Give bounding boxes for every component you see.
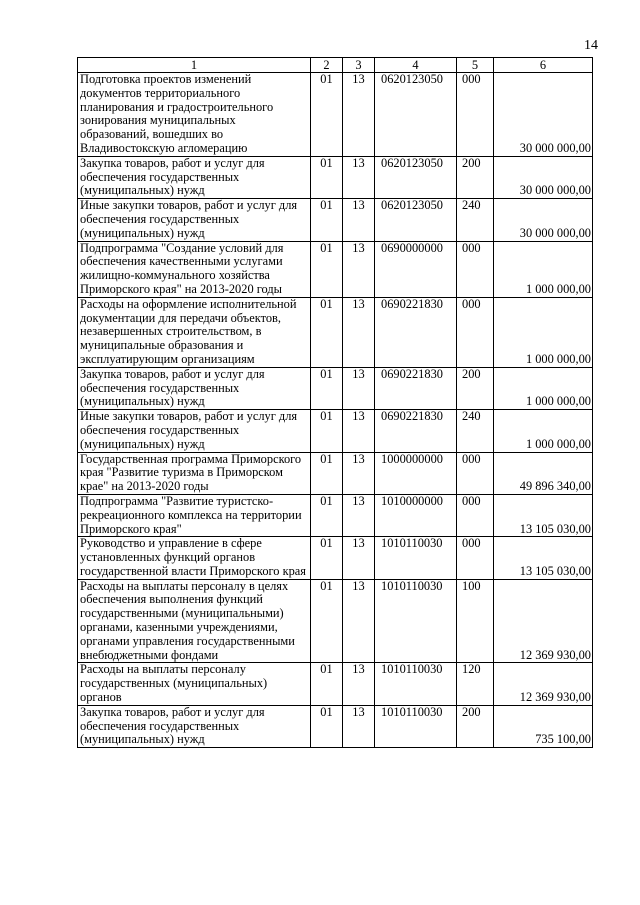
subsection-code: 13	[343, 663, 375, 705]
target-article-code: 0690221830	[375, 410, 457, 452]
subsection-code: 13	[343, 199, 375, 241]
subsection-code: 13	[343, 705, 375, 747]
section-code: 01	[311, 579, 343, 663]
section-code: 01	[311, 494, 343, 536]
table-row	[78, 241, 593, 297]
target-article-code: 1010110030	[375, 663, 457, 705]
column-header: 5	[457, 58, 494, 73]
amount: 1 000 000,00	[494, 410, 593, 452]
expense-type-code: 000	[457, 73, 494, 157]
amount: 1 000 000,00	[494, 241, 593, 297]
amount: 735 100,00	[494, 705, 593, 747]
row-description: Расходы на выплаты персоналу в целях обеспечения выполнения функций государственными (муниципальными) органами, казенными учреждениями, органами управления государственными внебюджетными фондами	[78, 579, 311, 663]
subsection-code: 13	[343, 73, 375, 157]
row-description: Закупка товаров, работ и услуг для обеспечения государственных (муниципальных) нужд	[78, 705, 311, 747]
target-article-code: 1000000000	[375, 452, 457, 494]
target-article-code: 1010110030	[375, 705, 457, 747]
subsection-code: 13	[343, 297, 375, 367]
expense-type-code: 100	[457, 579, 494, 663]
expense-type-code: 200	[457, 156, 494, 198]
target-article-code: 0690221830	[375, 367, 457, 409]
section-code: 01	[311, 410, 343, 452]
target-article-code: 1010110030	[375, 537, 457, 579]
row-description: Подпрограмма "Создание условий для обеспечения качественными услугами жилищно-коммунального хозяйства Приморского края" на 2013-2020 годы	[78, 241, 311, 297]
row-description: Расходы на оформление исполнительной документации для передачи объектов, незавершенных строительством, в муниципальные образования и эксплуатирующим организациям	[78, 297, 311, 367]
amount: 1 000 000,00	[494, 367, 593, 409]
section-code: 01	[311, 156, 343, 198]
section-code: 01	[311, 663, 343, 705]
subsection-code: 13	[343, 537, 375, 579]
target-article-code: 1010000000	[375, 494, 457, 536]
table-header-row	[78, 58, 593, 73]
table-row	[78, 156, 593, 198]
section-code: 01	[311, 297, 343, 367]
amount: 30 000 000,00	[494, 156, 593, 198]
column-header: 3	[343, 58, 375, 73]
row-description: Закупка товаров, работ и услуг для обеспечения государственных (муниципальных) нужд	[78, 367, 311, 409]
expense-type-code: 000	[457, 241, 494, 297]
row-description: Расходы на выплаты персоналу государственных (муниципальных) органов	[78, 663, 311, 705]
target-article-code: 1010110030	[375, 579, 457, 663]
amount: 30 000 000,00	[494, 73, 593, 157]
section-code: 01	[311, 241, 343, 297]
amount: 13 105 030,00	[494, 537, 593, 579]
expense-type-code: 000	[457, 452, 494, 494]
column-header: 4	[375, 58, 457, 73]
section-code: 01	[311, 705, 343, 747]
table-row	[78, 579, 593, 663]
expense-type-code: 000	[457, 494, 494, 536]
expense-type-code: 000	[457, 537, 494, 579]
amount: 30 000 000,00	[494, 199, 593, 241]
subsection-code: 13	[343, 494, 375, 536]
table-row	[78, 410, 593, 452]
target-article-code: 0620123050	[375, 73, 457, 157]
amount: 12 369 930,00	[494, 579, 593, 663]
amount: 12 369 930,00	[494, 663, 593, 705]
subsection-code: 13	[343, 367, 375, 409]
column-header: 2	[311, 58, 343, 73]
column-header: 1	[78, 58, 311, 73]
table-row	[78, 663, 593, 705]
section-code: 01	[311, 537, 343, 579]
page-number: 14	[584, 38, 598, 53]
row-description: Подпрограмма "Развитие туристско-рекреационного комплекса на территории Приморского края"	[78, 494, 311, 536]
row-description: Закупка товаров, работ и услуг для обеспечения государственных (муниципальных) нужд	[78, 156, 311, 198]
table-row	[78, 367, 593, 409]
expense-type-code: 240	[457, 410, 494, 452]
subsection-code: 13	[343, 156, 375, 198]
table-row	[78, 297, 593, 367]
table-row	[78, 537, 593, 579]
section-code: 01	[311, 199, 343, 241]
row-description: Руководство и управление в сфере установленных функций органов государственной власти Приморского края	[78, 537, 311, 579]
table-row	[78, 705, 593, 747]
target-article-code: 0620123050	[375, 199, 457, 241]
table-row	[78, 73, 593, 157]
table-row	[78, 199, 593, 241]
amount: 13 105 030,00	[494, 494, 593, 536]
section-code: 01	[311, 73, 343, 157]
subsection-code: 13	[343, 241, 375, 297]
target-article-code: 0690221830	[375, 297, 457, 367]
table-row	[78, 494, 593, 536]
section-code: 01	[311, 367, 343, 409]
expense-type-code: 200	[457, 367, 494, 409]
expense-type-code: 200	[457, 705, 494, 747]
target-article-code: 0690000000	[375, 241, 457, 297]
subsection-code: 13	[343, 452, 375, 494]
amount: 49 896 340,00	[494, 452, 593, 494]
row-description: Иные закупки товаров, работ и услуг для обеспечения государственных (муниципальных) нужд	[78, 199, 311, 241]
expense-type-code: 120	[457, 663, 494, 705]
subsection-code: 13	[343, 410, 375, 452]
row-description: Подготовка проектов изменений документов территориального планирования и градостроительного зонирования муниципальных образований, вошедших во Владивостокскую агломерацию	[78, 73, 311, 157]
table-row	[78, 452, 593, 494]
amount: 1 000 000,00	[494, 297, 593, 367]
target-article-code: 0620123050	[375, 156, 457, 198]
row-description: Иные закупки товаров, работ и услуг для обеспечения государственных (муниципальных) нужд	[78, 410, 311, 452]
expense-type-code: 000	[457, 297, 494, 367]
column-header: 6	[494, 58, 593, 73]
section-code: 01	[311, 452, 343, 494]
row-description: Государственная программа Приморского края "Развитие туризма в Приморском крае" на 2013-2020 годы	[78, 452, 311, 494]
subsection-code: 13	[343, 579, 375, 663]
budget-table	[77, 57, 593, 748]
expense-type-code: 240	[457, 199, 494, 241]
